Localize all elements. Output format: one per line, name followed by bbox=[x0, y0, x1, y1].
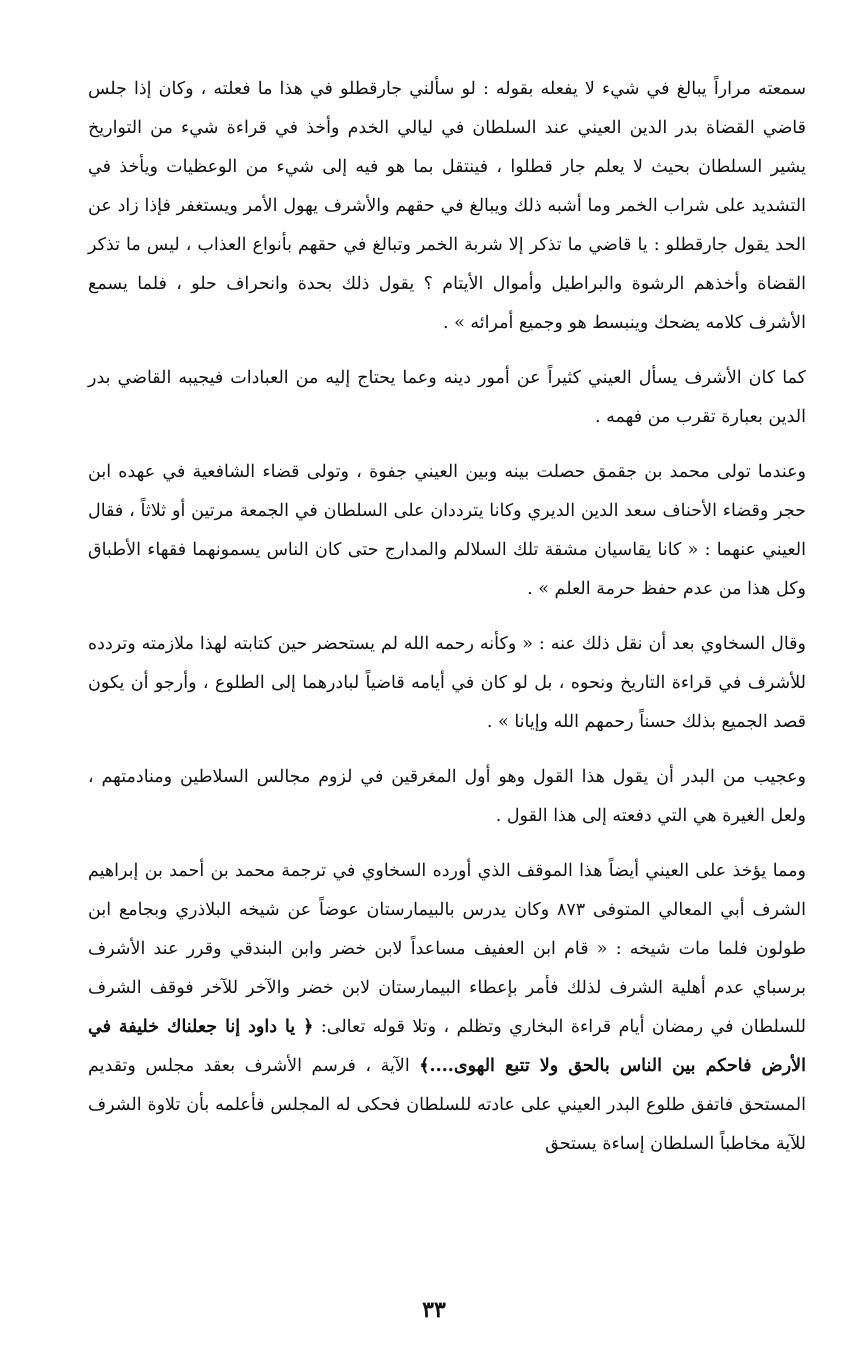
paragraph-1: سمعته مراراً يبالغ في شيء لا يفعله بقوله : لو سألني جارقطلو في هذا ما فعلته ، وكان إذا جلس قاضي القضاة بدر الدين العيني عند السلطان في ليالي الخدم وأخذ في قراءة شيء من التواريخ يشير السلطان بحيث لا يعلم جار قطلوا ، فينتقل بما هو فيه إلى شيء من الوعظيات ويأخذ في التشديد على شراب الخمر وما أشبه ذلك ويبالغ في حقهم والأشرف يهول الأمر ويستغفر فإذا زاد عن الحد يقول جارقطلو : يا قاضي ما تذكر إلا شربة الخمر وتبالغ في حقهم بأنواع العذاب ، ليس ما تذكر القضاة وأخذهم الرشوة والبراطيل وأموال الأيتام ؟ يقول ذلك بحدة وانحراف حلو ، فلما يسمع الأشرف كلامه يضحك وينبسط هو وجميع أمرائه » . bbox=[88, 79, 806, 333]
paragraph-6 bbox=[88, 852, 806, 1164]
page-number: ٣٣ bbox=[422, 1297, 446, 1323]
paragraph-6-text-before: ومما يؤخذ على العيني أيضاً هذا الموقف الذي أورده السخاوي في ترجمة محمد بن أحمد بن إبراهيم الشرف أبي المعالي المتوفى ٨٧٣ وكان يدرس بالبيمارستان عوضاً عن شيخه البلاذري وبجامع ابن طولون فلما مات شيخه : « قام ابن العفيف مساعداً لابن خضر وابن البندقي وقرر عند الأشرف برسباي عدم أهلية الشرف لذلك فأمر بإعطاء البيمارستان لابن خضر والآخر للآخر فوقف الشرف للسلطان في رمضان أيام قراءة البخاري وتظلم ، وتلا قوله تعالى: bbox=[88, 861, 806, 1037]
paragraph-2: كما كان الأشرف يسأل العيني كثيراً عن أمور دينه وعما يحتاج إليه من العبادات فيجيبه القاضي بدر الدين بعبارة تقرب من فهمه . bbox=[88, 368, 806, 427]
body-text bbox=[88, 70, 806, 1164]
paragraph-5: وعجيب من البدر أن يقول هذا القول وهو أول المغرقين في لزوم مجالس السلاطين ومنادمتهم ، ولعل الغيرة هي التي دفعته إلى هذا القول . bbox=[88, 767, 806, 826]
paragraph-6-text-after: الآية ، فرسم الأشرف بعقد مجلس وتقديم المستحق فاتفق طلوع البدر العيني على عادته للسلطان فحكى له المجلس فأعلمه بأن تلاوة الشرف للآية مخاطباً السلطان إساءة يستحق bbox=[88, 1056, 806, 1154]
paragraph-3: وعندما تولى محمد بن جقمق حصلت بينه وبين العيني جفوة ، وتولى قضاء الشافعية في عهده ابن حجر وقضاء الأحناف سعد الدين الديري وكانا يترددان على السلطان في الجمعة مرتين أو ثلاثاً ، فقال العيني عنهما : « كانا يقاسيان مشقة تلك السلالم والمدارج حتى كان الناس يسمونهما فقهاء الأطباق وكل هذا من عدم حفظ حرمة العلم » . bbox=[88, 462, 806, 599]
quran-verse: ﴿ يا داود إنا جعلناك خليفة في الأرض فاحكم بين الناس بالحق ولا تتبع الهوى....﴾ bbox=[88, 1017, 806, 1076]
paragraph-4: وقال السخاوي بعد أن نقل ذلك عنه : « وكأنه رحمه الله لم يستحضر حين كتابته لهذا ملازمته وتردده للأشرف في قراءة التاريخ ونحوه ، بل لو كان في أيامه قاضياً لبادرهما إلى الطلوع ، وأرجو أن يكون قصد الجميع بذلك حسناً رحمهم الله وإيانا » . bbox=[88, 634, 806, 732]
